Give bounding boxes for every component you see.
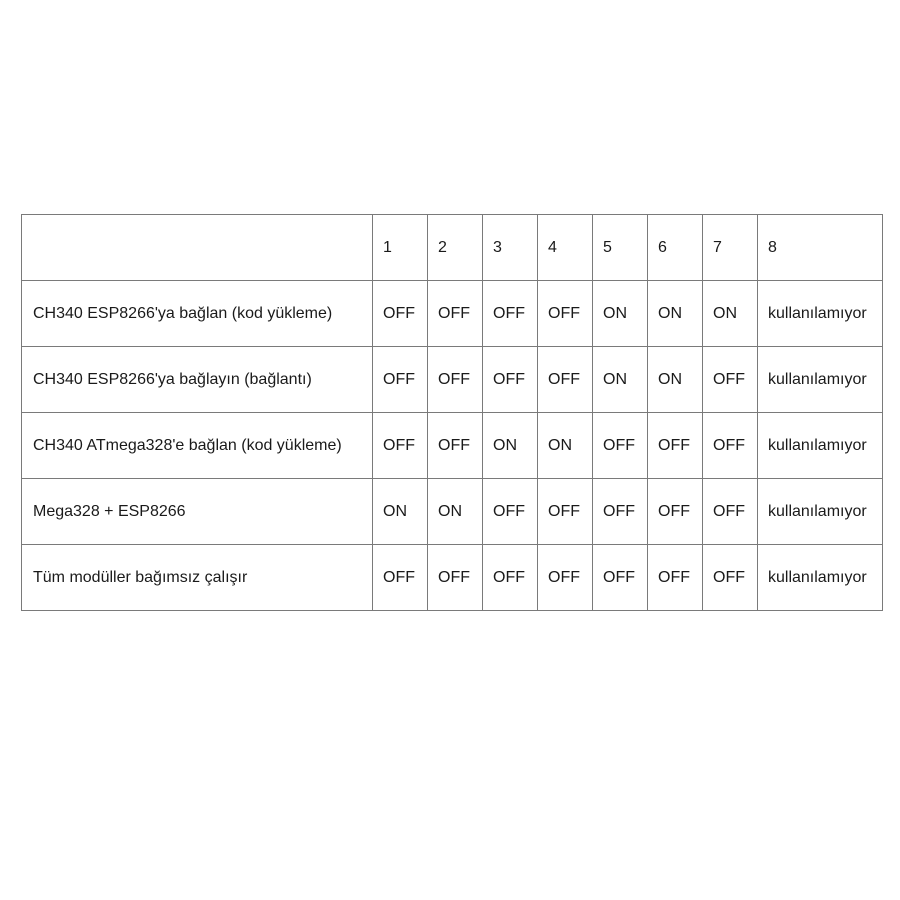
- switch-state-cell: ON: [593, 281, 648, 347]
- switch-state-cell: ON: [428, 479, 483, 545]
- switch-state-cell: kullanılamıyor: [758, 281, 883, 347]
- switch-state-cell: ON: [538, 413, 593, 479]
- header-cell-mode: [22, 215, 373, 281]
- table-row: [22, 545, 883, 611]
- switch-state-cell: ON: [593, 347, 648, 413]
- switch-state-cell: OFF: [593, 413, 648, 479]
- switch-state-cell: ON: [483, 413, 538, 479]
- switch-state-cell: kullanılamıyor: [758, 479, 883, 545]
- mode-label: CH340 ATmega328'e bağlan (kod yükleme): [22, 413, 373, 479]
- table-row: [22, 413, 883, 479]
- header-cell-switch-6: 6: [648, 215, 703, 281]
- switch-state-cell: kullanılamıyor: [758, 413, 883, 479]
- header-cell-switch-7: 7: [703, 215, 758, 281]
- header-cell-switch-3: 3: [483, 215, 538, 281]
- switch-state-cell: OFF: [538, 347, 593, 413]
- switch-state-cell: OFF: [373, 413, 428, 479]
- switch-state-cell: OFF: [428, 347, 483, 413]
- switch-state-cell: OFF: [538, 281, 593, 347]
- switch-state-cell: ON: [648, 347, 703, 413]
- mode-label: CH340 ESP8266'ya bağlan (kod yükleme): [22, 281, 373, 347]
- switch-state-cell: ON: [648, 281, 703, 347]
- switch-state-cell: OFF: [373, 545, 428, 611]
- switch-state-cell: OFF: [648, 413, 703, 479]
- mode-label: Tüm modüller bağımsız çalışır: [22, 545, 373, 611]
- header-cell-switch-5: 5: [593, 215, 648, 281]
- switch-state-cell: OFF: [538, 545, 593, 611]
- mode-label: CH340 ESP8266'ya bağlayın (bağlantı): [22, 347, 373, 413]
- dip-switch-table: [21, 214, 883, 611]
- switch-state-cell: OFF: [593, 479, 648, 545]
- table-row: [22, 347, 883, 413]
- table-row: [22, 479, 883, 545]
- switch-state-cell: OFF: [483, 281, 538, 347]
- switch-state-cell: OFF: [373, 281, 428, 347]
- switch-state-cell: kullanılamıyor: [758, 347, 883, 413]
- switch-state-cell: OFF: [428, 413, 483, 479]
- switch-state-cell: OFF: [483, 347, 538, 413]
- switch-state-cell: OFF: [483, 479, 538, 545]
- switch-state-cell: OFF: [428, 281, 483, 347]
- switch-state-cell: OFF: [648, 479, 703, 545]
- header-cell-switch-8: 8: [758, 215, 883, 281]
- switch-state-cell: OFF: [593, 545, 648, 611]
- switch-state-cell: OFF: [703, 347, 758, 413]
- switch-state-cell: OFF: [703, 479, 758, 545]
- header-cell-switch-2: 2: [428, 215, 483, 281]
- table-header-row: [22, 215, 883, 281]
- switch-state-cell: ON: [703, 281, 758, 347]
- switch-state-cell: OFF: [703, 413, 758, 479]
- switch-state-cell: OFF: [483, 545, 538, 611]
- switch-state-cell: OFF: [428, 545, 483, 611]
- switch-state-cell: OFF: [373, 347, 428, 413]
- header-cell-switch-4: 4: [538, 215, 593, 281]
- switch-state-cell: OFF: [703, 545, 758, 611]
- switch-state-cell: ON: [373, 479, 428, 545]
- header-cell-switch-1: 1: [373, 215, 428, 281]
- switch-state-cell: OFF: [648, 545, 703, 611]
- mode-label: Mega328 + ESP8266: [22, 479, 373, 545]
- table-row: [22, 281, 883, 347]
- switch-state-cell: OFF: [538, 479, 593, 545]
- switch-state-cell: kullanılamıyor: [758, 545, 883, 611]
